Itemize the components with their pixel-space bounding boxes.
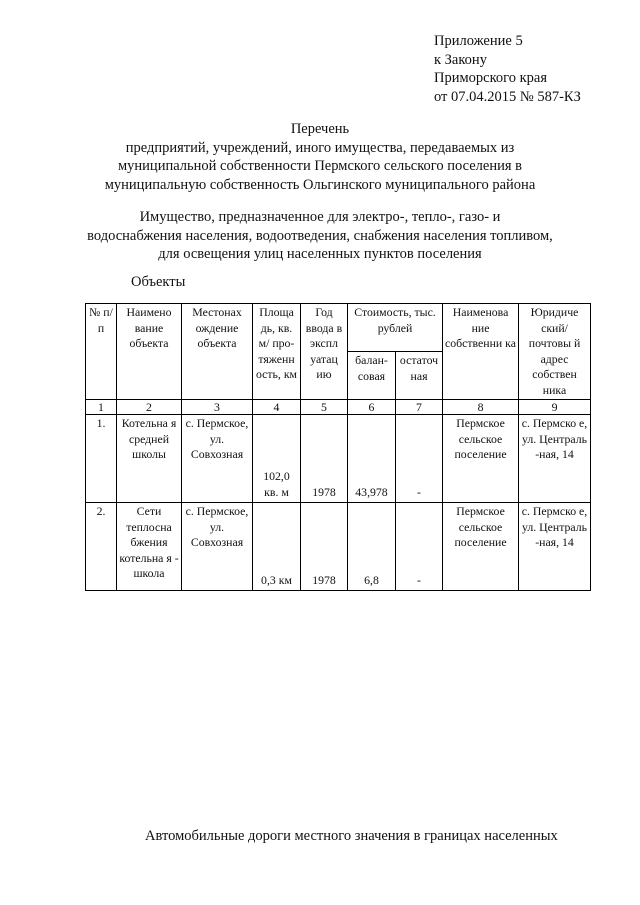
appendix-line: Приморского края xyxy=(434,70,548,86)
cell-cost-balance: 43,978 xyxy=(348,415,396,503)
header-year: Год ввода в экспл уатац ию xyxy=(301,304,348,400)
section-label: Объекты xyxy=(131,274,186,290)
objects-table xyxy=(85,303,591,591)
title-heading: Перечень xyxy=(290,121,350,137)
header-cost-residual: остаточ ная xyxy=(396,352,443,400)
cell-location: с. Пермское, ул. Совхозная xyxy=(182,415,253,503)
cell-address: с. Пермско е, ул. Централь -ная, 14 xyxy=(519,415,591,503)
header-area: Площа дь, кв. м/ про- тяженн ость, км xyxy=(253,304,301,400)
column-number: 3 xyxy=(182,400,253,415)
cell-owner: Пермское сельское поселение xyxy=(443,503,519,591)
subtitle-line: Имущество, предназначенное для электро-, тепло-, газо- и xyxy=(139,209,501,225)
cell-address: с. Пермско е, ул. Централь -ная, 14 xyxy=(519,503,591,591)
column-number: 6 xyxy=(348,400,396,415)
cell-year: 1978 xyxy=(301,415,348,503)
cell-area: 0,3 км xyxy=(253,503,301,591)
header-num: № п/п xyxy=(86,304,117,400)
header-cost-balance: балан- совая xyxy=(348,352,396,400)
column-number: 9 xyxy=(519,400,591,415)
header-address: Юридиче ский/ почтовы й адрес собствен ника xyxy=(519,304,591,400)
title-line: муниципальную собственность Ольгинского муниципального района xyxy=(104,176,536,193)
cell-cost-balance: 6,8 xyxy=(348,503,396,591)
column-number: 5 xyxy=(301,400,348,415)
table-row xyxy=(86,503,591,591)
appendix-line: Приложение 5 xyxy=(434,33,523,49)
column-number: 7 xyxy=(396,400,443,415)
property-category xyxy=(60,208,580,264)
cell-num: 1. xyxy=(86,415,117,503)
appendix-line: к Закону xyxy=(434,51,487,68)
title-line: муниципальной собственности Пермского сельского поселения в xyxy=(117,158,523,174)
cell-location: с. Пермское, ул. Совхозная xyxy=(182,503,253,591)
table-row xyxy=(86,415,591,503)
cell-area: 102,0 кв. м xyxy=(253,415,301,503)
subtitle-line: водоснабжения населения, водоотведения, снабжения населения топливом, xyxy=(87,227,553,244)
header-owner: Наименова ние собственни ка xyxy=(443,304,519,400)
cell-name: Сети теплосна бжения котельна я - школа xyxy=(117,503,182,591)
appendix-reference xyxy=(434,32,634,106)
column-number: 2 xyxy=(117,400,182,415)
column-number: 8 xyxy=(443,400,519,415)
appendix-line: от 07.04.2015 № 587-КЗ xyxy=(434,88,581,105)
subtitle-line: для освещения улиц населенных пунктов поселения xyxy=(158,246,482,262)
column-number: 4 xyxy=(253,400,301,415)
cell-year: 1978 xyxy=(301,503,348,591)
header-cost: Стоимость, тыс. рублей xyxy=(348,304,443,352)
cell-name: Котельна я средней школы xyxy=(117,415,182,503)
header-location: Местонах ождение объекта xyxy=(182,304,253,400)
header-name: Наимено вание объекта xyxy=(117,304,182,400)
column-number: 1 xyxy=(86,400,117,415)
next-section-heading: Автомобильные дороги местного значения в границах населенных xyxy=(145,828,558,844)
cell-cost-residual: - xyxy=(396,503,443,591)
cell-num: 2. xyxy=(86,503,117,591)
column-number-row xyxy=(86,400,591,415)
document-title xyxy=(60,120,580,194)
table-header-row xyxy=(86,304,591,352)
cell-owner: Пермское сельское поселение xyxy=(443,415,519,503)
title-line: предприятий, учреждений, иного имущества, передаваемых из xyxy=(125,139,515,156)
cell-cost-residual: - xyxy=(396,415,443,503)
